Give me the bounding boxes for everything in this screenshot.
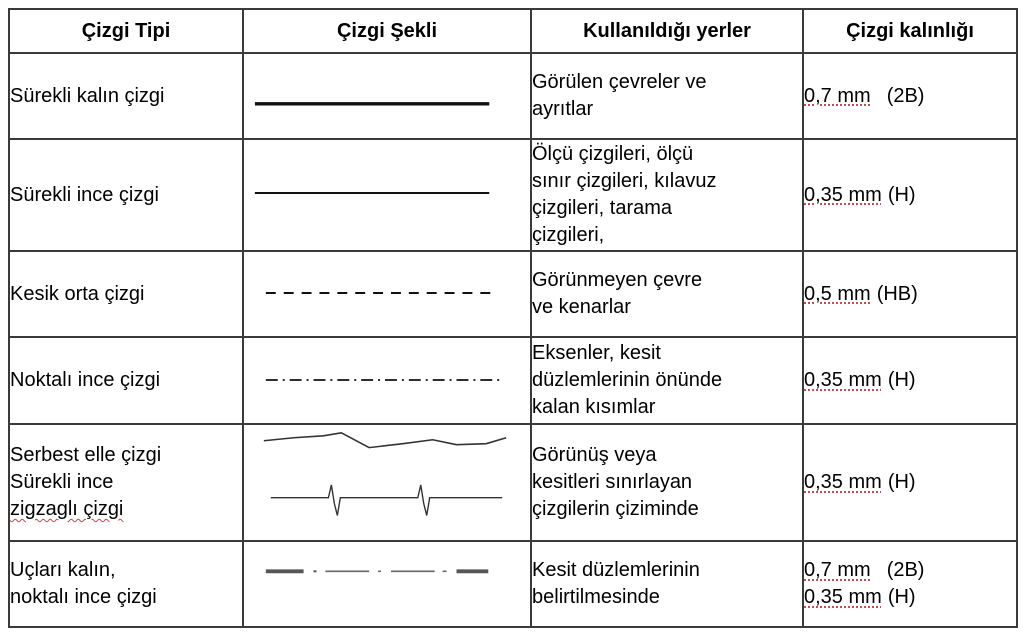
freehand-zigzag-line-sample bbox=[244, 425, 530, 540]
thickness-mm: 0,35 mm bbox=[804, 369, 882, 391]
usage-text: çizgileri, bbox=[532, 224, 605, 246]
table-row bbox=[9, 251, 1017, 337]
pencil-grade: (H) bbox=[887, 471, 916, 493]
pencil-grade: (2B) bbox=[886, 559, 925, 581]
line-type-label: Sürekli kalın çizgi bbox=[10, 84, 165, 107]
line-type-cell bbox=[9, 424, 243, 541]
thin-continuous-line-sample bbox=[244, 140, 530, 250]
thickness-mm: 0,5 mm bbox=[804, 282, 871, 305]
line-type-label: noktalı ince çizgi bbox=[10, 586, 157, 608]
table-row bbox=[9, 139, 1017, 251]
usage-cell bbox=[531, 337, 803, 424]
usage-text: ayrıtlar bbox=[532, 98, 594, 120]
pencil-grade: (H) bbox=[887, 183, 916, 206]
usage-text: ve kenarlar bbox=[532, 296, 631, 318]
thickness-mm: 0,7 mm bbox=[804, 84, 871, 107]
usage-text: belirtilmesinde bbox=[532, 586, 660, 608]
usage-cell bbox=[531, 251, 803, 337]
thickness-mm: 0,35 mm bbox=[804, 471, 882, 493]
line-shape-cell bbox=[243, 541, 531, 627]
line-type-label: Kesik orta çizgi bbox=[10, 282, 145, 305]
thickness-cell bbox=[803, 424, 1017, 541]
line-type-cell bbox=[9, 251, 243, 337]
thickness-mm: 0,7 mm bbox=[804, 559, 871, 581]
usage-text: Eksenler, kesit bbox=[532, 342, 661, 364]
thick-ended-dash-dot-line-sample bbox=[244, 542, 530, 626]
usage-cell bbox=[531, 541, 803, 627]
thickness-cell bbox=[803, 337, 1017, 424]
header-line-shape: Çizgi Şekli bbox=[243, 9, 531, 53]
pencil-grade: (2B) bbox=[886, 84, 925, 107]
line-type-cell bbox=[9, 139, 243, 251]
usage-cell bbox=[531, 139, 803, 251]
thickness-value bbox=[804, 469, 1016, 496]
thickness-cell bbox=[803, 541, 1017, 627]
thickness-value bbox=[804, 281, 1016, 308]
usage-text: sınır çizgileri, kılavuz bbox=[532, 170, 717, 192]
usage-cell bbox=[531, 53, 803, 139]
freehand-line bbox=[264, 433, 506, 448]
thickness-value bbox=[804, 557, 1016, 584]
dashed-line-sample bbox=[244, 252, 530, 336]
usage-text: Ölçü çizgileri, ölçü bbox=[532, 143, 694, 165]
thickness-cell bbox=[803, 251, 1017, 337]
table-row bbox=[9, 424, 1017, 541]
line-type-label: Serbest elle çizgi bbox=[10, 444, 162, 466]
thickness-cell bbox=[803, 53, 1017, 139]
line-type-label: Uçları kalın, bbox=[10, 559, 116, 581]
usage-text: Görülen çevreler ve bbox=[532, 71, 707, 93]
line-type-cell bbox=[9, 541, 243, 627]
header-usage: Kullanıldığı yerler bbox=[531, 9, 803, 53]
line-types-table bbox=[8, 8, 1018, 628]
usage-text: çizgileri, tarama bbox=[532, 197, 673, 219]
line-type-label: zigzaglı çizgi bbox=[10, 498, 124, 520]
thickness-mm: 0,35 mm bbox=[804, 183, 882, 206]
line-shape-cell bbox=[243, 53, 531, 139]
header-line-thickness: Çizgi kalınlığı bbox=[803, 9, 1017, 53]
thickness-value bbox=[804, 367, 1016, 394]
thickness-value bbox=[804, 584, 1016, 611]
line-type-label: Sürekli ince bbox=[10, 471, 114, 493]
thickness-cell bbox=[803, 139, 1017, 251]
line-shape-cell bbox=[243, 251, 531, 337]
thick-continuous-line-sample bbox=[244, 54, 530, 138]
line-type-cell bbox=[9, 337, 243, 424]
thickness-value bbox=[804, 182, 1016, 209]
line-shape-cell bbox=[243, 139, 531, 251]
dash-dot-line-sample bbox=[244, 338, 530, 423]
header-line-type: Çizgi Tipi bbox=[9, 9, 243, 53]
pencil-grade: (H) bbox=[887, 369, 916, 391]
line-type-label: Noktalı ince çizgi bbox=[10, 369, 161, 391]
thickness-value bbox=[804, 83, 1016, 110]
header-row bbox=[9, 9, 1017, 53]
pencil-grade: (HB) bbox=[876, 282, 918, 305]
usage-text: kesitleri sınırlayan bbox=[532, 471, 693, 493]
thickness-mm: 0,35 mm bbox=[804, 586, 882, 608]
table-row bbox=[9, 337, 1017, 424]
usage-text: kalan kısımlar bbox=[532, 396, 656, 418]
pencil-grade: (H) bbox=[887, 586, 916, 608]
zigzag-line bbox=[271, 485, 502, 515]
line-shape-cell bbox=[243, 424, 531, 541]
usage-text: Görünüş veya bbox=[532, 444, 657, 466]
table-row bbox=[9, 541, 1017, 627]
line-shape-cell bbox=[243, 337, 531, 424]
usage-text: Görünmeyen çevre bbox=[532, 269, 703, 291]
usage-cell bbox=[531, 424, 803, 541]
usage-text: düzlemlerinin önünde bbox=[532, 369, 723, 391]
line-type-label: Sürekli ince çizgi bbox=[10, 183, 159, 206]
table-row bbox=[9, 53, 1017, 139]
usage-text: çizgilerin çiziminde bbox=[532, 498, 699, 520]
usage-text: Kesit düzlemlerinin bbox=[532, 559, 700, 581]
line-type-cell bbox=[9, 53, 243, 139]
